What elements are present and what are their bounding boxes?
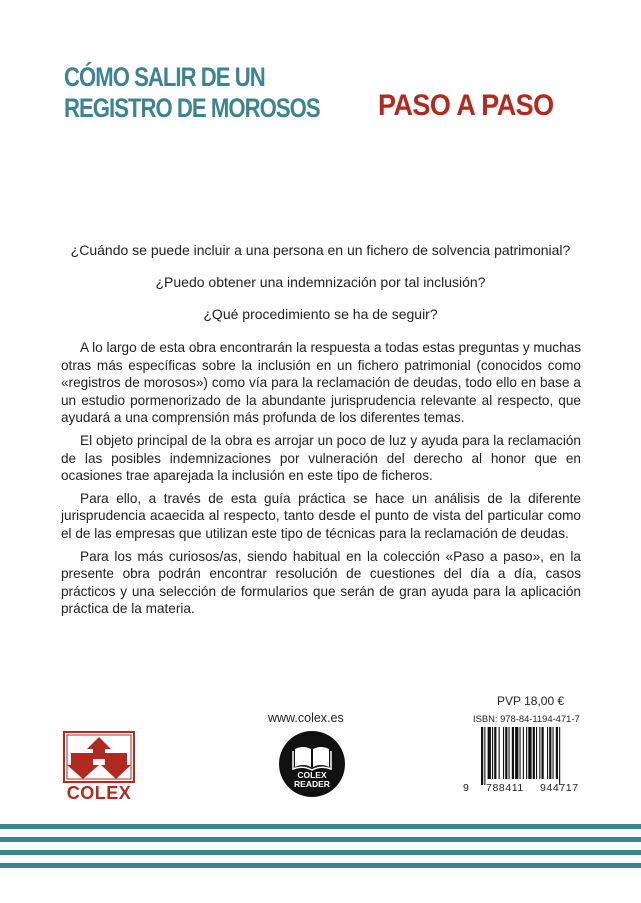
questions-block: [60, 242, 581, 338]
question-2: ¿Puedo obtener una indemnización por tal inclusión?: [155, 274, 486, 290]
book-title: [64, 62, 320, 124]
series-title: PASO A PASO: [378, 89, 554, 122]
footer-stripe-1: [0, 824, 641, 829]
barcode-icon: [481, 727, 591, 787]
footer-stripe-3: [0, 850, 641, 855]
colex-reader-logo: [279, 731, 345, 797]
synopsis: [61, 339, 581, 623]
synopsis-paragraph-3: Para ello, a través de esta guía práctica se hace un análisis de la diferente jurisprudencia acaecida al respecto, tanto desde el punto de vista del particular como el de las empresas que utilizan este tipo de técnicas para la reclamación de deudas.: [61, 490, 581, 541]
colex-logo-icon: [63, 731, 135, 783]
footer-stripe-4: [0, 863, 641, 868]
publisher-name: COLEX: [66, 783, 132, 803]
synopsis-paragraph-2: El objeto principal de la obra es arrojar un poco de luz y ayuda para la reclamación de las posibles indemnizaciones por vulneración del derecho al honor que en ocasiones trae aparejada la inclusión en este tipo de ficheros.: [61, 432, 581, 484]
footer-stripe-2: [0, 837, 641, 842]
synopsis-paragraph-1: A lo largo de esta obra encontrarán la respuesta a todas estas preguntas y muchas otras más específicas sobre la inclusión en un fichero patrimonial (conocidos como «registros de morosos») como vía para la reclamación de deudas, todo ello en base a un estudio pormenorizado de la abundante jurisprudencia relevante al respecto, que ayudará a una comprensión más profunda de los diferentes temas.: [61, 340, 582, 426]
isbn-label: ISBN: 978-84-1194-471-7: [473, 713, 580, 724]
book-title-line-1: CÓMO SALIR DE UN: [64, 62, 265, 92]
barcode-digit-first: 9: [463, 782, 469, 794]
website-link: www.colex.es: [268, 711, 344, 725]
synopsis-paragraph-4: Para los más curiosos/as, siendo habitual en la colección «Paso a paso», en la presente obra podrán encontrar resolución de cuestiones del día a día, casos prácticos y una selección de formularios que serán de gran ayuda para la aplicación práctica de la materia.: [61, 548, 581, 617]
question-1: ¿Cuándo se puede incluir a una persona en un fichero de solvencia patrimonial?: [70, 242, 571, 258]
price-label: PVP 18,00 €: [497, 694, 565, 708]
reader-label-2: READER: [294, 779, 330, 789]
question-3: ¿Qué procedimiento se ha de seguir?: [203, 306, 438, 322]
barcode-digits-right: 944717: [540, 782, 579, 794]
barcode-digits-left: 788411: [486, 782, 524, 794]
book-title-line-2: REGISTRO DE MOROSOS: [64, 93, 320, 123]
reader-label-1: COLEX: [297, 770, 327, 780]
